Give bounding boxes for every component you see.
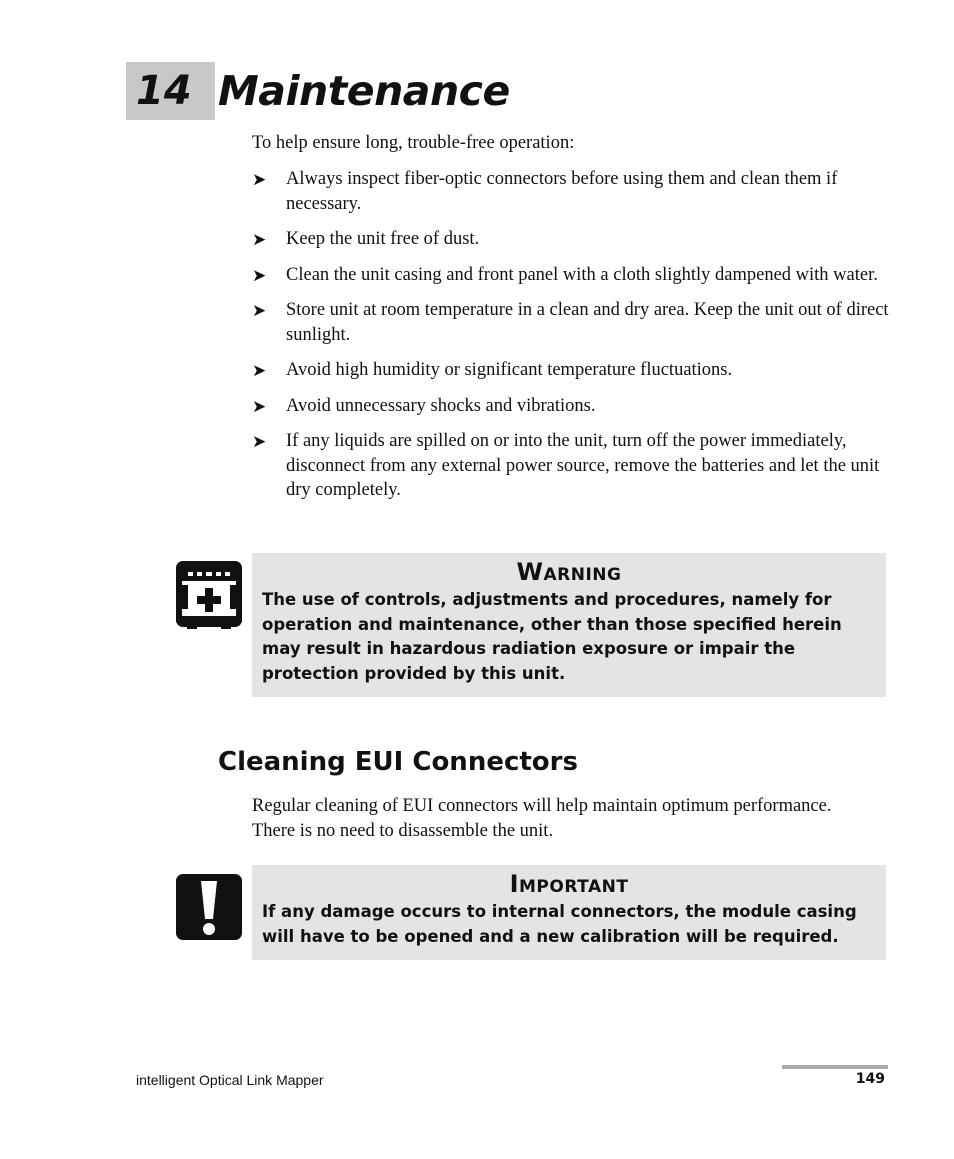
warning-box bbox=[252, 553, 886, 697]
list-item bbox=[252, 227, 892, 252]
important-text: If any damage occurs to internal connectors, the module casing will have to be opened and a new calibration will be required. bbox=[262, 902, 857, 946]
warning-heading: Warning bbox=[516, 558, 622, 586]
exclamation-icon bbox=[175, 873, 243, 946]
list-item-text: Avoid unnecessary shocks and vibrations. bbox=[286, 395, 596, 416]
arrow-bullet-icon: ➤ bbox=[252, 301, 267, 321]
list-item-text: Avoid high humidity or significant temperature fluctuations. bbox=[286, 360, 733, 380]
list-item-text: Clean the unit casing and front panel with a cloth slightly dampened with water. bbox=[286, 264, 878, 285]
list-item-text: If any liquids are spilled on or into the unit, turn off the power immediately, disconnect from any external power source, remove the batteries and let the unit dry completely. bbox=[286, 431, 880, 500]
list-item-text: Keep the unit free of dust. bbox=[286, 229, 480, 249]
intro-text: To help ensure long, trouble-free operation: bbox=[252, 133, 575, 153]
list-item bbox=[252, 358, 892, 383]
list-item bbox=[252, 298, 892, 347]
important-heading: Important bbox=[509, 870, 629, 898]
ambulance-icon bbox=[175, 560, 243, 635]
section-title: Cleaning EUI Connectors bbox=[218, 747, 578, 777]
section-body: Regular cleaning of EUI connectors will help maintain optimum performance. There is no need to disassemble the unit. bbox=[252, 796, 832, 841]
list-item-text: Store unit at room temperature in a clean and dry area. Keep the unit out of direct sunlight. bbox=[286, 300, 889, 345]
chapter-title: Maintenance bbox=[218, 67, 510, 115]
arrow-bullet-icon: ➤ bbox=[252, 230, 267, 250]
list-item bbox=[252, 429, 892, 503]
important-box bbox=[252, 865, 886, 960]
footer-rule bbox=[782, 1065, 888, 1069]
list-item bbox=[252, 263, 892, 288]
warning-text: The use of controls, adjustments and procedures, namely for operation and maintenance, other than those specified herein may result in hazardous radiation exposure or impair the protection provided by this unit. bbox=[262, 590, 842, 683]
arrow-bullet-icon: ➤ bbox=[252, 361, 267, 381]
list-item bbox=[252, 394, 892, 419]
arrow-bullet-icon: ➤ bbox=[252, 432, 267, 452]
chapter-number: 14 bbox=[136, 68, 192, 114]
maintenance-bullet-list bbox=[252, 167, 892, 514]
arrow-bullet-icon: ➤ bbox=[252, 265, 267, 286]
arrow-bullet-icon: ➤ bbox=[252, 170, 267, 190]
list-item bbox=[252, 167, 892, 216]
list-item-text: Always inspect fiber-optic connectors before using them and clean them if necessary. bbox=[286, 169, 838, 214]
arrow-bullet-icon: ➤ bbox=[252, 396, 267, 417]
page-number: 149 bbox=[855, 1071, 885, 1087]
footer-product-name: intelligent Optical Link Mapper bbox=[136, 1072, 324, 1088]
